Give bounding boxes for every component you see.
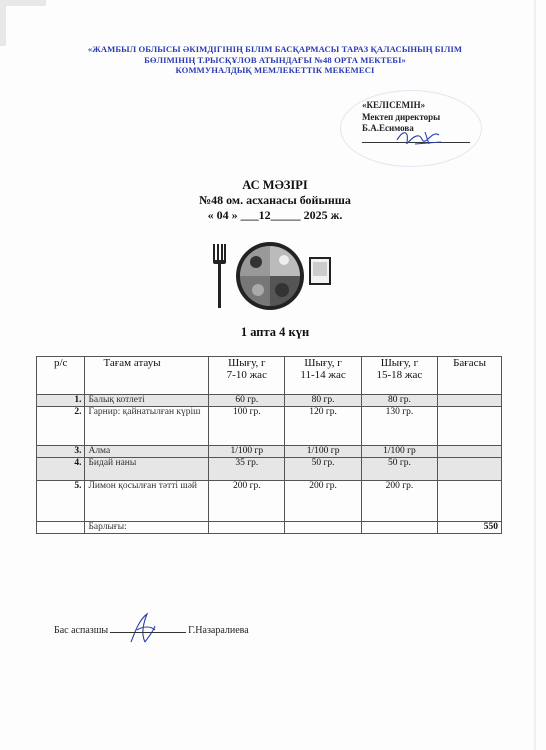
signature-blank xyxy=(110,632,186,633)
menu-subtitle: №48 ом. асханасы бойынша xyxy=(199,193,351,207)
row-v3: 200 гр. xyxy=(361,481,437,522)
header-col3-line2: 15-18 жас xyxy=(376,369,423,381)
header-col3 xyxy=(361,357,437,395)
cook-role: Бас аспазшы xyxy=(54,625,109,636)
school-header xyxy=(40,44,510,76)
total-v3 xyxy=(361,522,437,534)
row-price xyxy=(438,407,502,446)
header-col1-line2: 7-10 жас xyxy=(226,369,267,381)
row-v3: 80 гр. xyxy=(361,395,437,407)
row-v2: 120 гр. xyxy=(285,407,361,446)
scan-corner xyxy=(0,0,46,46)
header-col3-line1: Шығу, г xyxy=(380,357,419,369)
table-row xyxy=(37,446,502,458)
menu-table xyxy=(36,356,502,534)
row-v2: 1/100 гр xyxy=(285,446,361,458)
header-col2-line2: 11-14 жас xyxy=(300,369,346,381)
total-v2 xyxy=(285,522,361,534)
row-name: Гарнир: қайнатылған күріш xyxy=(85,407,209,446)
cook-name: Г.Назаралиева xyxy=(188,625,249,636)
header-line-3: КОММУНАЛДЫҚ МЕМЛЕКЕТТІК МЕКЕМЕСІ xyxy=(175,65,375,75)
table-row xyxy=(37,458,502,481)
row-v1: 1/100 гр xyxy=(209,446,285,458)
row-v1: 100 гр. xyxy=(209,407,285,446)
table-row xyxy=(37,395,502,407)
row-num: 3. xyxy=(37,446,85,458)
row-num: 2. xyxy=(37,407,85,446)
date-year: 2025 ж. xyxy=(303,208,343,222)
header-num: р/с xyxy=(37,357,85,395)
header-price: Бағасы xyxy=(438,357,502,395)
row-v1: 200 гр. xyxy=(209,481,285,522)
total-label: Барлығы: xyxy=(85,522,209,534)
row-num: 5. xyxy=(37,481,85,522)
row-v2: 200 гр. xyxy=(285,481,361,522)
scan-edge xyxy=(534,0,536,750)
approval-title: «КЕЛІСЕМІН» xyxy=(362,100,426,110)
fork-icon xyxy=(213,244,226,308)
date-month: ___12_____ xyxy=(240,208,301,222)
total-price: 550 xyxy=(438,522,502,534)
row-num: 4. xyxy=(37,458,85,481)
total-v1 xyxy=(209,522,285,534)
row-num: 1. xyxy=(37,395,85,407)
row-price xyxy=(438,458,502,481)
table-header-row xyxy=(37,357,502,395)
table-row xyxy=(37,481,502,522)
row-name: Бидай наны xyxy=(85,458,209,481)
approval-role: Мектеп директоры xyxy=(362,111,441,122)
header-name: Тағам атауы xyxy=(85,357,209,395)
row-v1: 35 гр. xyxy=(209,458,285,481)
row-v3: 130 гр. xyxy=(361,407,437,446)
table-total-row xyxy=(37,522,502,534)
food-plate-illustration xyxy=(212,240,337,310)
row-price xyxy=(438,446,502,458)
header-col1 xyxy=(209,357,285,395)
row-name: Алма xyxy=(85,446,209,458)
row-price xyxy=(438,481,502,522)
header-line-1: «ЖАМБЫЛ ОБЛЫСЫ ӘКІМДІГІНІҢ БІЛІМ БАСҚАРМАСЫ ТАРАЗ ҚАЛАСЫНЫҢ БІЛІМ xyxy=(87,44,463,54)
header-col1-line1: Шығу, г xyxy=(228,357,266,369)
cup-icon xyxy=(310,258,330,284)
menu-title: АС МӘЗІРІ xyxy=(242,178,308,192)
row-v2: 80 гр. xyxy=(285,395,361,407)
row-v3: 50 гр. xyxy=(361,458,437,481)
date-day: « 04 » xyxy=(207,208,238,222)
row-price xyxy=(438,395,502,407)
header-line-2: БӨЛІМІНІҢ Т.РЫСҚҰЛОВ АТЫНДАҒЫ №48 ОРТА МЕКТЕБІ» xyxy=(144,54,406,65)
row-v1: 60 гр. xyxy=(209,395,285,407)
header-col2-line1: Шығу, г xyxy=(304,357,342,369)
row-v2: 50 гр. xyxy=(285,458,361,481)
table-row xyxy=(37,407,502,446)
row-name: Балық котлеті xyxy=(85,395,209,407)
director-signature xyxy=(395,126,445,150)
week-day-label: 1 апта 4 күн xyxy=(240,325,310,339)
cook-signature-line xyxy=(54,625,249,636)
menu-date xyxy=(150,208,400,223)
row-v3: 1/100 гр xyxy=(361,446,437,458)
menu-title-block xyxy=(150,178,400,223)
approval-name: Б.А.Есимова xyxy=(362,123,414,133)
row-name: Лимон қосылған тәтті шәй xyxy=(85,481,209,522)
total-num xyxy=(37,522,85,534)
header-col2 xyxy=(285,357,361,395)
